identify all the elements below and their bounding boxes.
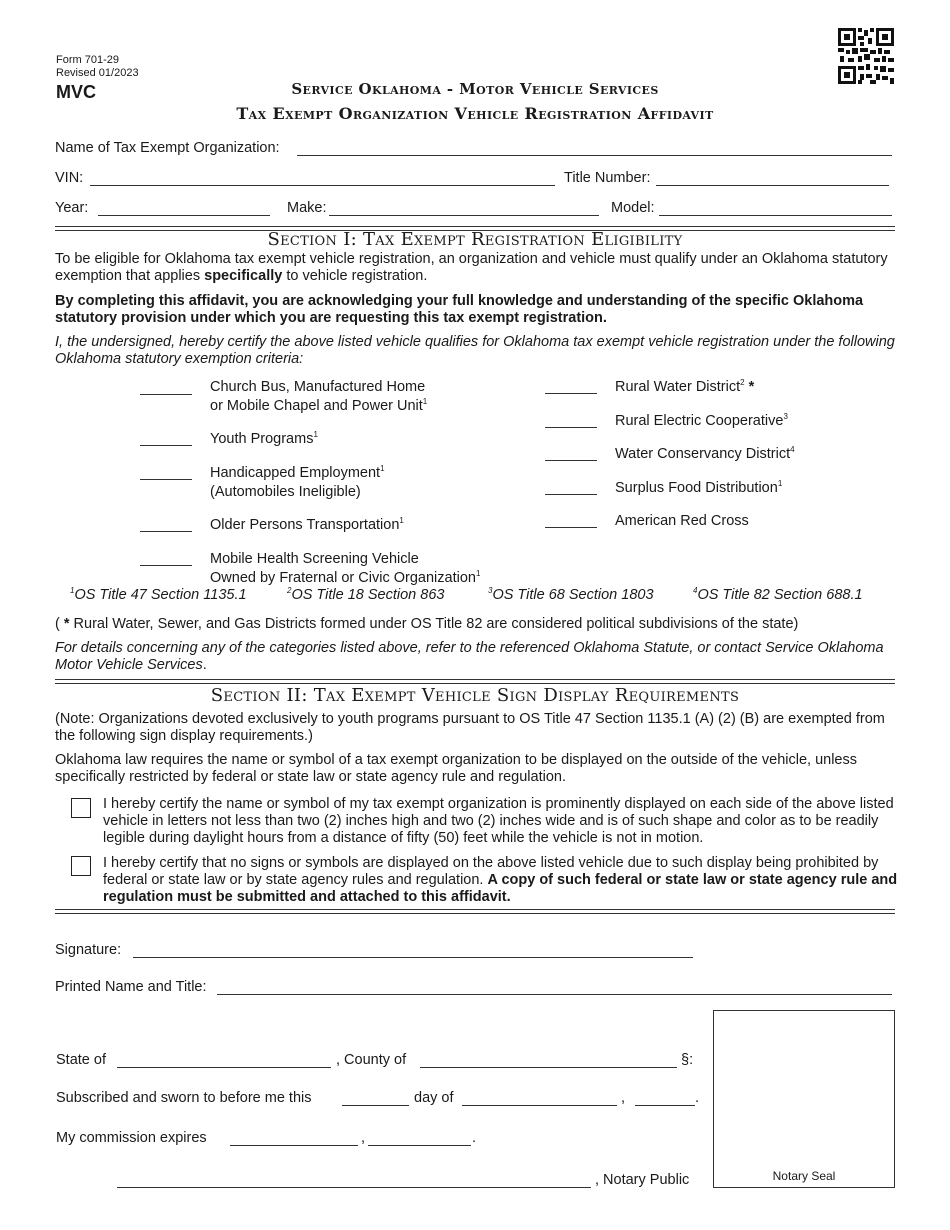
item-sup: 1 [777,479,783,489]
footnote-sup: 1 [70,586,75,596]
footnote-3 [488,587,654,603]
item-church-bus [210,378,427,416]
item-label: Handicapped Employment [210,465,381,481]
state-of-label: State of [56,1052,106,1068]
section-mark: §: [681,1052,694,1068]
cert2-text [103,855,898,906]
section1-title: Section I: Tax Exempt Registration Eligibility [267,229,683,250]
notary-signature-input[interactable] [117,1187,591,1188]
footnote-sup: 4 [693,586,698,596]
revised-date: Revised 01/2023 [56,67,139,79]
details-c: . [202,657,207,673]
cert2-checkbox[interactable] [71,856,91,876]
footnote-1 [70,587,247,603]
item-sup: 2 [740,378,745,388]
item-star: * [744,379,755,395]
item-youth-programs [210,430,318,449]
form-title: Tax Exempt Organization Vehicle Registration Affidavit [236,104,714,123]
item-line-handicapped[interactable] [140,479,192,480]
item-label-2: (Automobiles Ineligible) [210,484,361,500]
year-input[interactable] [98,215,270,216]
item-label: Surplus Food Distribution [615,480,778,496]
make-label: Make: [287,200,327,216]
item-line-older-persons[interactable] [140,531,192,532]
commission-date-input[interactable] [230,1145,358,1146]
model-label: Model: [611,200,655,216]
cert1-text: I hereby certify the name or symbol of my tax exempt organization is prominently displayed on each side of the above listed vehicle in letters not less than two (2) inches high and two (2) inches wide and is of such shape and color as to be readily legible during daylight hours from a distance of fifty (50) feet while the vehicle is not in motion. [103,796,894,846]
item-line-rural-electric[interactable] [545,427,597,428]
item-line-church-bus[interactable] [140,394,192,395]
item-red-cross [615,512,749,531]
section2-divider [55,679,895,684]
item-line-youth-programs[interactable] [140,445,192,446]
signature-divider [55,909,895,914]
item-sup: 1 [380,464,385,474]
title-number-input[interactable] [656,185,889,186]
item-label: Rural Water District [615,379,741,395]
printed-name-label: Printed Name and Title: [55,979,207,995]
item-rural-electric [615,412,788,431]
printed-name-input[interactable] [217,994,892,995]
signature-input[interactable] [133,957,693,958]
section2-law: Oklahoma law requires the name or symbol of a tax exempt organization to be displayed on the outside of the vehicle, unless specifically restricted by federal or state law or state agency rule and regulation. [55,752,857,785]
county-of-label: , County of [336,1052,407,1068]
item-label: Older Persons Transportation [210,517,400,533]
item-line-surplus-food[interactable] [545,494,597,495]
details-note [55,640,895,674]
item-label: Mobile Health Screening Vehicle [210,551,419,567]
commission-year-input[interactable] [368,1145,471,1146]
footnote-sup: 3 [488,586,493,596]
intro-text-bold: specifically [204,268,283,284]
commission-label: My commission expires [56,1130,207,1146]
item-sup: 1 [422,397,428,407]
item-sup: 4 [790,445,795,455]
commission-comma: , [361,1130,366,1146]
intro-text-a: To be eligible for Oklahoma tax exempt vehicle registration, an organization and vehicle must qualify under an Oklahoma statutory exemption that applies [55,251,888,284]
org-name-input[interactable] [297,155,892,156]
cert2-text-a: I hereby certify that no signs or symbols are displayed on the above listed vehicle due to such display being prohibited by federal or state law or by state agency rules and regulation. [103,855,879,888]
vin-input[interactable] [90,185,555,186]
footnote-2 [287,587,444,603]
acknowledge-text: By completing this affidavit, you are acknowledging your full knowledge and understanding of the specific Oklahoma statutory provision under which you are requesting this tax exempt registration. [55,293,864,326]
form-number: Form 701-29 [56,54,119,66]
make-input[interactable] [329,215,599,216]
title-number-label: Title Number: [564,170,651,186]
cert2-text-bold: A copy of such federal or state law or state agency rule and regulation must be submitted and attached to this affidavit. [103,872,898,905]
county-input[interactable] [420,1067,677,1068]
section2-note: (Note: Organizations devoted exclusively to youth programs pursuant to OS Title 47 Section 1135.1 (A) (2) (B) are exempted from the following sign display requirements.) [55,711,885,744]
footnote-sup: 2 [287,586,292,596]
item-label-2: Owned by Fraternal or Civic Organization [210,570,476,586]
item-sup: 1 [313,430,318,440]
star-note-a: ( [55,616,64,632]
year-sworn-input[interactable] [635,1105,695,1106]
form-code: MVC [56,82,96,102]
item-sup: 1 [475,569,481,579]
section2-title: Section II: Tax Exempt Vehicle Sign Display Requirements [210,685,740,706]
notary-seal-label: Notary Seal [772,1169,836,1183]
state-input[interactable] [117,1067,331,1068]
details-b: Service Oklahoma Motor Vehicle Services [55,640,884,673]
item-label: Rural Electric Cooperative [615,413,784,429]
intro-text-c: to vehicle registration. [282,268,428,284]
date-comma: , [621,1090,626,1106]
item-handicapped [210,464,385,502]
notary-public-label: , Notary Public [595,1172,690,1188]
star-note-c: Rural Water, Sewer, and Gas Districts formed under OS Title 82 are considered political subdivisions of the state) [69,616,799,632]
vin-label: VIN: [55,170,84,186]
agency-name: Service Oklahoma - Motor Vehicle Services [291,80,659,98]
item-label: Water Conservancy District [615,446,791,462]
footnote-text: OS Title 68 Section 1803 [492,587,654,603]
item-sup: 3 [783,412,788,422]
item-line-rural-water[interactable] [545,393,597,394]
notary-seal-box [713,1010,895,1188]
qr-code [838,28,894,84]
item-sup: 1 [399,516,404,526]
footnote-text: OS Title 18 Section 863 [291,587,445,603]
org-name-label: Name of Tax Exempt Organization: [55,140,280,156]
item-mobile-health [210,550,480,588]
star-note-mark: * [63,616,70,632]
item-older-persons [210,516,404,535]
cert1-checkbox[interactable] [71,798,91,818]
certify-text: I, the undersigned, hereby certify the above listed vehicle qualifies for Oklahoma tax exempt vehicle registration under the following Oklahoma statutory exemption criteria: [55,334,895,367]
commission-period: . [472,1130,477,1146]
footnote-4 [693,587,863,603]
item-rural-water [615,378,754,397]
model-input[interactable] [659,215,892,216]
section1-intro [55,251,895,285]
date-period: . [695,1090,700,1106]
subscribed-label: Subscribed and sworn to before me this [56,1090,312,1106]
item-line-mobile-health[interactable] [140,565,192,566]
item-surplus-food [615,479,782,498]
item-label: American Red Cross [615,513,749,529]
item-label: Church Bus, Manufactured Home [210,379,426,395]
day-of-label: day of [414,1090,454,1106]
item-label: Youth Programs [210,431,314,447]
details-a: For details concerning any of the categories listed above, refer to the referenced Oklahoma Statute, or contact [55,640,766,656]
item-line-red-cross[interactable] [545,527,597,528]
star-note [55,616,895,633]
item-water-conservancy [615,445,795,464]
month-input[interactable] [462,1105,617,1106]
item-label-2: or Mobile Chapel and Power Unit [210,398,423,414]
day-input[interactable] [342,1105,409,1106]
year-label: Year: [55,200,89,216]
signature-label: Signature: [55,942,122,958]
item-line-water-conservancy[interactable] [545,460,597,461]
footnote-text: OS Title 47 Section 1135.1 [74,587,247,603]
footnote-text: OS Title 82 Section 688.1 [697,587,863,603]
